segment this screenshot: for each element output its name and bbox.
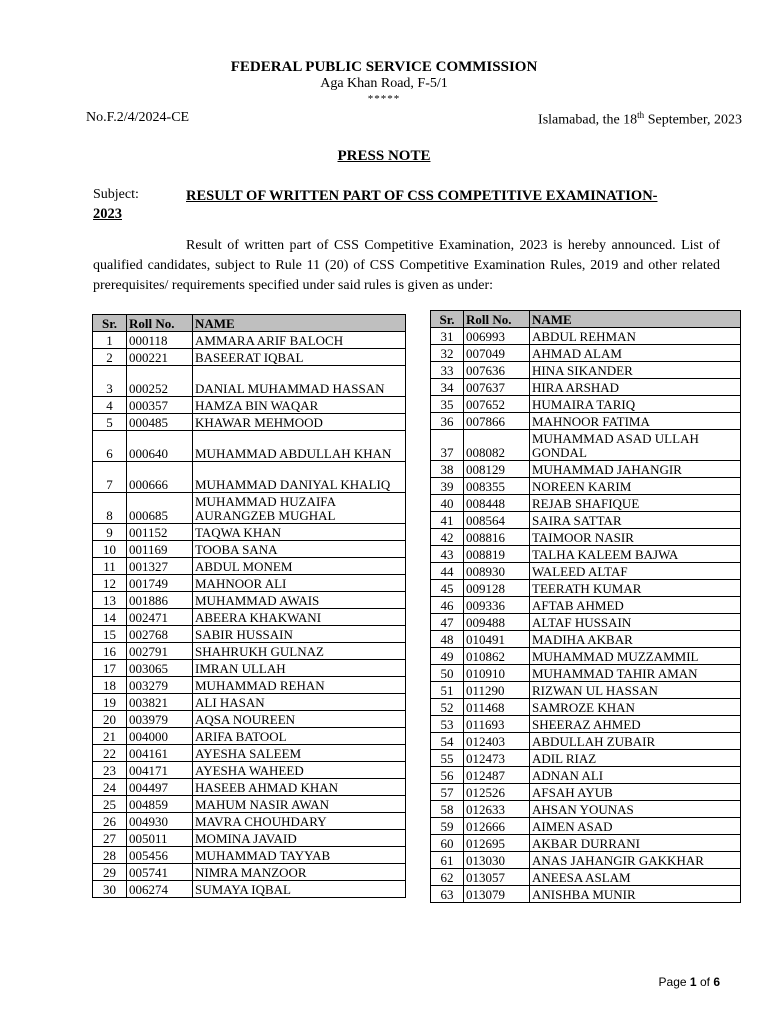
sr-cell: 20 xyxy=(93,711,127,728)
organization-address: Aga Khan Road, F-5/1 xyxy=(320,76,448,91)
sr-cell: 12 xyxy=(93,575,127,592)
roll-cell: 010491 xyxy=(464,631,530,648)
table-row xyxy=(431,869,741,886)
table-row xyxy=(431,529,741,546)
sr-cell: 10 xyxy=(93,541,127,558)
column-header-name: NAME xyxy=(193,315,406,332)
roll-cell: 008448 xyxy=(464,495,530,512)
sr-cell: 58 xyxy=(431,801,464,818)
sr-cell: 63 xyxy=(431,886,464,903)
name-cell: MOMINA JAVAID xyxy=(193,830,406,847)
table-row xyxy=(431,563,741,580)
sr-cell: 33 xyxy=(431,362,464,379)
table-row xyxy=(431,512,741,529)
roll-cell: 005456 xyxy=(127,847,193,864)
name-cell: HASEEB AHMAD KHAN xyxy=(193,779,406,796)
sr-cell: 19 xyxy=(93,694,127,711)
roll-cell: 007637 xyxy=(464,379,530,396)
roll-cell: 007636 xyxy=(464,362,530,379)
results-table-right xyxy=(430,310,741,903)
sr-cell: 26 xyxy=(93,813,127,830)
sr-cell: 21 xyxy=(93,728,127,745)
sr-cell: 27 xyxy=(93,830,127,847)
column-header-roll: Roll No. xyxy=(127,315,193,332)
name-cell: ANAS JAHANGIR GAKKHAR xyxy=(530,852,741,869)
name-cell: HAMZA BIN WAQAR xyxy=(193,397,406,414)
sr-cell: 14 xyxy=(93,609,127,626)
name-cell: ALTAF HUSSAIN xyxy=(530,614,741,631)
roll-cell: 003821 xyxy=(127,694,193,711)
roll-cell: 006993 xyxy=(464,328,530,345)
subject-line-1: RESULT OF WRITTEN PART OF CSS COMPETITIVE EXAMINATION- xyxy=(186,188,658,204)
sr-cell: 9 xyxy=(93,524,127,541)
table-row xyxy=(93,762,406,779)
roll-cell: 009488 xyxy=(464,614,530,631)
roll-cell: 005011 xyxy=(127,830,193,847)
sr-cell: 47 xyxy=(431,614,464,631)
roll-cell: 007652 xyxy=(464,396,530,413)
sr-cell: 39 xyxy=(431,478,464,495)
name-cell: AFSAH AYUB xyxy=(530,784,741,801)
table-row xyxy=(93,609,406,626)
table-row xyxy=(431,631,741,648)
name-cell: ABEERA KHAKWANI xyxy=(193,609,406,626)
name-cell: MUHAMMAD ASAD ULLAH GONDAL xyxy=(530,430,741,461)
roll-cell: 004859 xyxy=(127,796,193,813)
roll-cell: 002768 xyxy=(127,626,193,643)
name-cell: MAVRA CHOUHDARY xyxy=(193,813,406,830)
roll-cell: 001886 xyxy=(127,592,193,609)
name-cell: TAQWA KHAN xyxy=(193,524,406,541)
sr-cell: 49 xyxy=(431,648,464,665)
table-row xyxy=(93,626,406,643)
name-cell: MUHAMMAD DANIYAL KHALIQ xyxy=(193,462,406,493)
name-cell: ADNAN ALI xyxy=(530,767,741,784)
name-cell: AKBAR DURRANI xyxy=(530,835,741,852)
table-row xyxy=(431,478,741,495)
name-cell: AHSAN YOUNAS xyxy=(530,801,741,818)
name-cell: ARIFA BATOOL xyxy=(193,728,406,745)
column-header-roll: Roll No. xyxy=(464,311,530,328)
table-row xyxy=(93,847,406,864)
roll-cell: 006274 xyxy=(127,881,193,898)
name-cell: SAMROZE KHAN xyxy=(530,699,741,716)
name-cell: KHAWAR MEHMOOD xyxy=(193,414,406,431)
name-cell: ALI HASAN xyxy=(193,694,406,711)
roll-cell: 000485 xyxy=(127,414,193,431)
table-row xyxy=(431,716,741,733)
roll-cell: 012633 xyxy=(464,801,530,818)
results-table-right-body xyxy=(431,328,741,903)
sr-cell: 1 xyxy=(93,332,127,349)
table-row xyxy=(431,733,741,750)
table-row xyxy=(431,852,741,869)
table-row xyxy=(431,614,741,631)
roll-cell: 000666 xyxy=(127,462,193,493)
sr-cell: 59 xyxy=(431,818,464,835)
roll-cell: 004930 xyxy=(127,813,193,830)
name-cell: AFTAB AHMED xyxy=(530,597,741,614)
table-row xyxy=(93,541,406,558)
roll-cell: 001327 xyxy=(127,558,193,575)
sr-cell: 24 xyxy=(93,779,127,796)
sr-cell: 7 xyxy=(93,462,127,493)
sr-cell: 17 xyxy=(93,660,127,677)
sr-cell: 50 xyxy=(431,665,464,682)
roll-cell: 012473 xyxy=(464,750,530,767)
roll-cell: 012403 xyxy=(464,733,530,750)
sr-cell: 13 xyxy=(93,592,127,609)
name-cell: ABDUL MONEM xyxy=(193,558,406,575)
sr-cell: 55 xyxy=(431,750,464,767)
table-row xyxy=(93,711,406,728)
name-cell: TAIMOOR NASIR xyxy=(530,529,741,546)
roll-cell: 010862 xyxy=(464,648,530,665)
sr-cell: 60 xyxy=(431,835,464,852)
roll-cell: 000357 xyxy=(127,397,193,414)
table-row xyxy=(431,818,741,835)
roll-cell: 000118 xyxy=(127,332,193,349)
name-cell: TOOBA SANA xyxy=(193,541,406,558)
sr-cell: 31 xyxy=(431,328,464,345)
subject-line-2: 2023 xyxy=(93,206,122,222)
sr-cell: 6 xyxy=(93,431,127,462)
sr-cell: 48 xyxy=(431,631,464,648)
table-row xyxy=(431,430,741,461)
name-cell: ABDUL REHMAN xyxy=(530,328,741,345)
dateline xyxy=(538,110,742,129)
roll-cell: 010910 xyxy=(464,665,530,682)
table-row xyxy=(431,345,741,362)
sr-cell: 43 xyxy=(431,546,464,563)
table-row xyxy=(431,396,741,413)
name-cell: DANIAL MUHAMMAD HASSAN xyxy=(193,366,406,397)
sr-cell: 8 xyxy=(93,493,127,524)
name-cell: MUHAMMAD HUZAIFA AURANGZEB MUGHAL xyxy=(193,493,406,524)
roll-cell: 008355 xyxy=(464,478,530,495)
sr-cell: 5 xyxy=(93,414,127,431)
name-cell: IMRAN ULLAH xyxy=(193,660,406,677)
roll-cell: 012695 xyxy=(464,835,530,852)
table-row xyxy=(431,886,741,903)
name-cell: MADIHA AKBAR xyxy=(530,631,741,648)
sr-cell: 54 xyxy=(431,733,464,750)
roll-cell: 013030 xyxy=(464,852,530,869)
table-row xyxy=(93,830,406,847)
table-row xyxy=(93,524,406,541)
sr-cell: 53 xyxy=(431,716,464,733)
roll-cell: 000221 xyxy=(127,349,193,366)
roll-cell: 008564 xyxy=(464,512,530,529)
name-cell: RIZWAN UL HASSAN xyxy=(530,682,741,699)
name-cell: TALHA KALEEM BAJWA xyxy=(530,546,741,563)
name-cell: SUMAYA IQBAL xyxy=(193,881,406,898)
name-cell: AHMAD ALAM xyxy=(530,345,741,362)
roll-cell: 008129 xyxy=(464,461,530,478)
table-row xyxy=(93,575,406,592)
table-row xyxy=(431,665,741,682)
table-row xyxy=(431,682,741,699)
roll-cell: 000640 xyxy=(127,431,193,462)
table-row xyxy=(93,643,406,660)
sr-cell: 52 xyxy=(431,699,464,716)
sr-cell: 51 xyxy=(431,682,464,699)
name-cell: SAIRA SATTAR xyxy=(530,512,741,529)
header-separator: ***** xyxy=(367,93,401,105)
name-cell: MAHNOOR FATIMA xyxy=(530,413,741,430)
table-row xyxy=(93,864,406,881)
roll-cell: 003979 xyxy=(127,711,193,728)
roll-cell: 002471 xyxy=(127,609,193,626)
name-cell: MUHAMMAD REHAN xyxy=(193,677,406,694)
sr-cell: 16 xyxy=(93,643,127,660)
sr-cell: 36 xyxy=(431,413,464,430)
sr-cell: 41 xyxy=(431,512,464,529)
sr-cell: 18 xyxy=(93,677,127,694)
name-cell: ABDULLAH ZUBAIR xyxy=(530,733,741,750)
table-row xyxy=(431,379,741,396)
table-row xyxy=(431,699,741,716)
page-number xyxy=(659,975,720,989)
name-cell: MAHNOOR ALI xyxy=(193,575,406,592)
roll-cell: 011290 xyxy=(464,682,530,699)
page-title: PRESS NOTE xyxy=(337,148,431,164)
column-header-sr: Sr. xyxy=(93,315,127,332)
name-cell: MUHAMMAD TAYYAB xyxy=(193,847,406,864)
name-cell: HUMAIRA TARIQ xyxy=(530,396,741,413)
table-row xyxy=(93,558,406,575)
roll-cell: 003279 xyxy=(127,677,193,694)
date-suffix: September, 2023 xyxy=(644,112,742,128)
roll-cell: 001152 xyxy=(127,524,193,541)
table-row xyxy=(93,813,406,830)
table-row xyxy=(431,495,741,512)
reference-number: No.F.2/4/2024-CE xyxy=(86,110,190,125)
sr-cell: 34 xyxy=(431,379,464,396)
roll-cell: 009128 xyxy=(464,580,530,597)
roll-cell: 008819 xyxy=(464,546,530,563)
table-row xyxy=(93,431,406,462)
name-cell: AQSA NOUREEN xyxy=(193,711,406,728)
name-cell: HINA SIKANDER xyxy=(530,362,741,379)
name-cell: MUHAMMAD JAHANGIR xyxy=(530,461,741,478)
sr-cell: 30 xyxy=(93,881,127,898)
name-cell: WALEED ALTAF xyxy=(530,563,741,580)
table-row xyxy=(431,648,741,665)
table-row xyxy=(431,580,741,597)
table-row xyxy=(431,767,741,784)
table-row xyxy=(93,796,406,813)
sr-cell: 23 xyxy=(93,762,127,779)
column-header-sr: Sr. xyxy=(431,311,464,328)
date-superscript: th xyxy=(637,110,645,120)
name-cell: MUHAMMAD MUZZAMMIL xyxy=(530,648,741,665)
table-row xyxy=(93,660,406,677)
sr-cell: 44 xyxy=(431,563,464,580)
of-word: of xyxy=(699,975,710,989)
sr-cell: 28 xyxy=(93,847,127,864)
date-prefix: Islamabad, the 18 xyxy=(538,112,638,128)
results-table-left-body xyxy=(93,332,406,898)
table-row xyxy=(431,784,741,801)
name-cell: MUHAMMAD AWAIS xyxy=(193,592,406,609)
roll-cell: 009336 xyxy=(464,597,530,614)
table-row xyxy=(93,462,406,493)
sr-cell: 46 xyxy=(431,597,464,614)
sr-cell: 3 xyxy=(93,366,127,397)
name-cell: AYESHA SALEEM xyxy=(193,745,406,762)
total-pages: 6 xyxy=(713,975,720,989)
roll-cell: 000685 xyxy=(127,493,193,524)
roll-cell: 012526 xyxy=(464,784,530,801)
table-row xyxy=(93,745,406,762)
page-word: Page xyxy=(658,975,687,989)
sr-cell: 2 xyxy=(93,349,127,366)
name-cell: MUHAMMAD ABDULLAH KHAN xyxy=(193,431,406,462)
table-row xyxy=(93,728,406,745)
sr-cell: 57 xyxy=(431,784,464,801)
roll-cell: 008930 xyxy=(464,563,530,580)
roll-cell: 000252 xyxy=(127,366,193,397)
sr-cell: 40 xyxy=(431,495,464,512)
sr-cell: 37 xyxy=(431,430,464,461)
sr-cell: 11 xyxy=(93,558,127,575)
table-row xyxy=(93,881,406,898)
current-page: 1 xyxy=(689,975,697,989)
organization-title: FEDERAL PUBLIC SERVICE COMMISSION xyxy=(230,59,538,75)
roll-cell: 008816 xyxy=(464,529,530,546)
name-cell: AIMEN ASAD xyxy=(530,818,741,835)
name-cell: ANISHBA MUNIR xyxy=(530,886,741,903)
name-cell: BASEERAT IQBAL xyxy=(193,349,406,366)
table-row xyxy=(93,332,406,349)
table-row xyxy=(93,349,406,366)
sr-cell: 56 xyxy=(431,767,464,784)
sr-cell: 35 xyxy=(431,396,464,413)
name-cell: TEERATH KUMAR xyxy=(530,580,741,597)
name-cell: MAHUM NASIR AWAN xyxy=(193,796,406,813)
roll-cell: 002791 xyxy=(127,643,193,660)
name-cell: SHEERAZ AHMED xyxy=(530,716,741,733)
table-row xyxy=(431,461,741,478)
column-header-name: NAME xyxy=(530,311,741,328)
name-cell: MUHAMMAD TAHIR AMAN xyxy=(530,665,741,682)
roll-cell: 004171 xyxy=(127,762,193,779)
roll-cell: 012666 xyxy=(464,818,530,835)
table-row xyxy=(93,694,406,711)
table-row xyxy=(431,597,741,614)
sr-cell: 32 xyxy=(431,345,464,362)
roll-cell: 003065 xyxy=(127,660,193,677)
table-row xyxy=(431,801,741,818)
roll-cell: 013057 xyxy=(464,869,530,886)
name-cell: NOREEN KARIM xyxy=(530,478,741,495)
roll-cell: 012487 xyxy=(464,767,530,784)
table-row xyxy=(431,413,741,430)
name-cell: ANEESA ASLAM xyxy=(530,869,741,886)
table-row xyxy=(431,546,741,563)
table-row xyxy=(93,493,406,524)
table-row xyxy=(93,779,406,796)
table-row xyxy=(431,750,741,767)
table-row xyxy=(431,835,741,852)
sr-cell: 38 xyxy=(431,461,464,478)
roll-cell: 004497 xyxy=(127,779,193,796)
name-cell: ADIL RIAZ xyxy=(530,750,741,767)
name-cell: AYESHA WAHEED xyxy=(193,762,406,779)
table-row xyxy=(93,414,406,431)
table-row xyxy=(431,362,741,379)
sr-cell: 62 xyxy=(431,869,464,886)
sr-cell: 22 xyxy=(93,745,127,762)
announcement-text: Result of written part of CSS Competitive Examination, 2023 is hereby announced. List of qualified candidates, subject to Rule 11 (20) of CSS Competitive Examination Rules, 2019 and other related prerequisites/ requirements specified under said rules is given as under: xyxy=(93,238,720,293)
results-table-left xyxy=(92,314,406,898)
table-row xyxy=(93,592,406,609)
subject-text xyxy=(93,187,723,223)
roll-cell: 013079 xyxy=(464,886,530,903)
roll-cell: 004161 xyxy=(127,745,193,762)
name-cell: REJAB SHAFIQUE xyxy=(530,495,741,512)
roll-cell: 001169 xyxy=(127,541,193,558)
name-cell: NIMRA MANZOOR xyxy=(193,864,406,881)
sr-cell: 45 xyxy=(431,580,464,597)
roll-cell: 007049 xyxy=(464,345,530,362)
sr-cell: 29 xyxy=(93,864,127,881)
sr-cell: 15 xyxy=(93,626,127,643)
table-row xyxy=(431,328,741,345)
table-row xyxy=(93,397,406,414)
roll-cell: 001749 xyxy=(127,575,193,592)
roll-cell: 008082 xyxy=(464,430,530,461)
roll-cell: 011693 xyxy=(464,716,530,733)
sr-cell: 25 xyxy=(93,796,127,813)
name-cell: SABIR HUSSAIN xyxy=(193,626,406,643)
subject-label: Subject: xyxy=(93,187,139,202)
table-row xyxy=(93,366,406,397)
roll-cell: 005741 xyxy=(127,864,193,881)
name-cell: HIRA ARSHAD xyxy=(530,379,741,396)
table-row xyxy=(93,677,406,694)
roll-cell: 011468 xyxy=(464,699,530,716)
announcement-paragraph xyxy=(93,236,720,296)
sr-cell: 42 xyxy=(431,529,464,546)
sr-cell: 4 xyxy=(93,397,127,414)
roll-cell: 007866 xyxy=(464,413,530,430)
roll-cell: 004000 xyxy=(127,728,193,745)
sr-cell: 61 xyxy=(431,852,464,869)
name-cell: AMMARA ARIF BALOCH xyxy=(193,332,406,349)
name-cell: SHAHRUKH GULNAZ xyxy=(193,643,406,660)
